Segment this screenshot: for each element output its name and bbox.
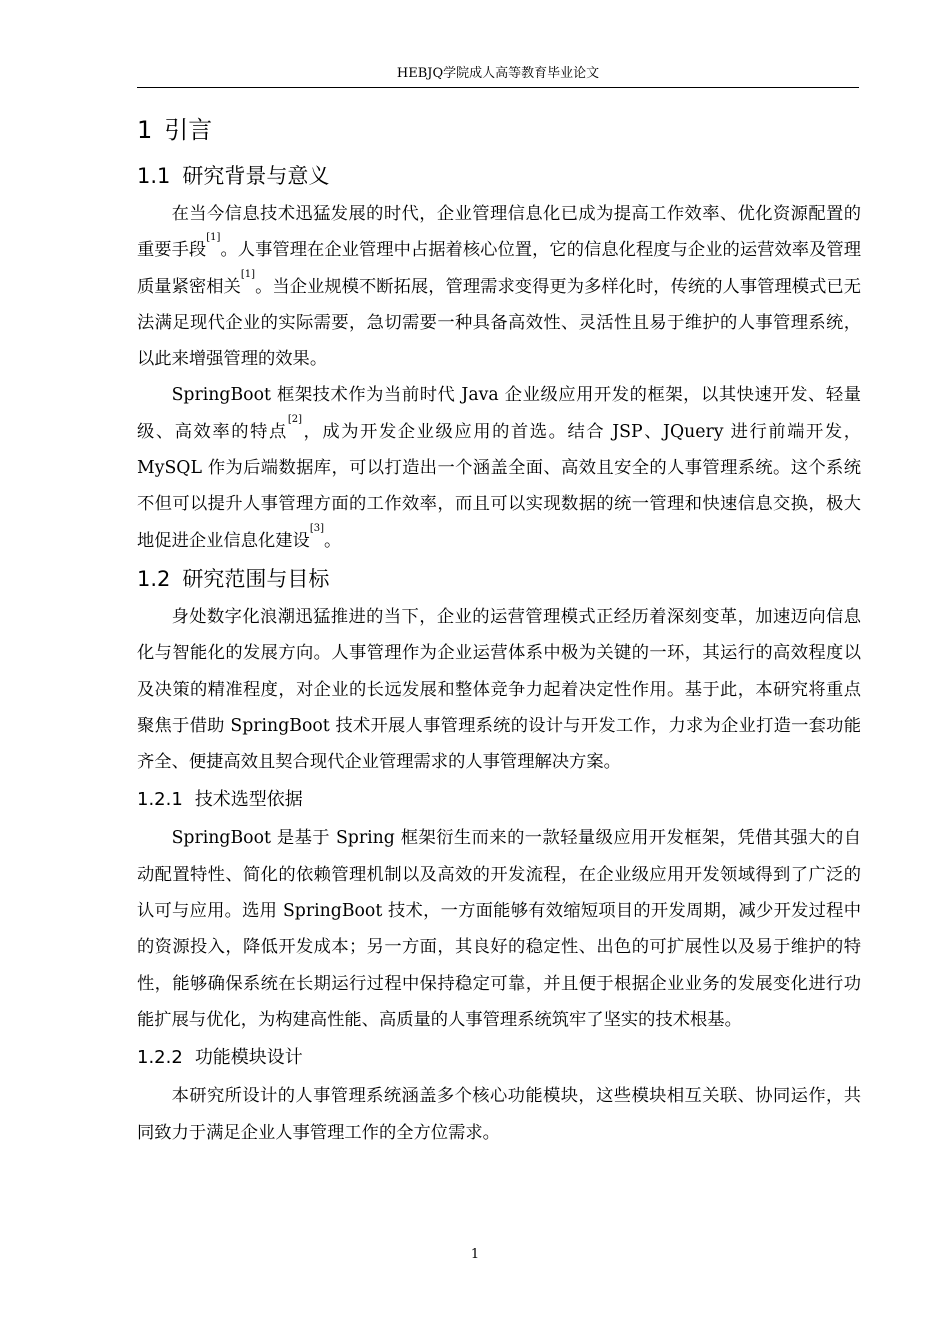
paragraph: 在当今信息技术迅猛发展的时代，企业管理信息化已成为提高工作效率、优化资源配置的重要手段[1]。人事管理在企业管理中占据着核心位置，它的信息化程度与企业的运营效率及管理质量紧密相关[1]。当企业规模不断拓展，管理需求变得更为多样化时，传统的人事管理模式已无法满足现代企业的实际需要，急切需要一种具备高效性、灵活性且易于维护的人事管理系统，以此来增强管理的效果。 — [137, 204, 861, 370]
header-rule — [137, 87, 859, 88]
citation: [1] — [240, 268, 256, 280]
chapter-number: 1 — [137, 116, 153, 144]
subsection-title: 技术选型依据 — [194, 789, 303, 811]
chapter-title: 引言 — [164, 116, 213, 144]
citation: [2] — [287, 413, 302, 425]
section-heading-1-1 — [137, 156, 861, 196]
section-number: 1.1 — [137, 164, 171, 188]
paragraph: 身处数字化浪潮迅猛推进的当下，企业的运营管理模式正经历着深刻变革，加速迈向信息化与智能化的发展方向。人事管理作为企业运营体系中极为关键的一环，其运行的高效程度以及决策的精准程度，对企业的长远发展和整体竞争力起着决定性作用。基于此，本研究将重点聚焦于借助 SpringBoot 技术开展人事管理系统的设计与开发工作，力求为企业打造一套功能齐全、便捷高效且契合现代企业管理需求的人事管理解决方案。 — [137, 606, 861, 773]
subsection-number: 1.2.1 — [137, 789, 183, 811]
paragraph: 本研究所设计的人事管理系统涵盖多个核心功能模块，这些模块相互关联、协同运作，共同致力于满足企业人事管理工作的全方位需求。 — [137, 1086, 861, 1143]
subsection-heading-1-2-2 — [137, 1038, 861, 1078]
section-title: 研究背景与意义 — [182, 164, 330, 188]
subsection-heading-1-2-1 — [137, 780, 861, 820]
section-number: 1.2 — [137, 566, 171, 591]
section-heading-1-2 — [137, 559, 861, 599]
section-title: 研究范围与目标 — [182, 566, 330, 591]
page-number: 1 — [470, 1247, 480, 1262]
running-header: HEBJQ学院成人高等教育毕业论文 — [396, 66, 600, 81]
chapter-heading — [137, 108, 861, 152]
subsection-number: 1.2.2 — [137, 1047, 183, 1069]
citation: [1] — [206, 232, 221, 244]
citation: [3] — [309, 522, 324, 534]
subsection-title: 功能模块设计 — [194, 1047, 303, 1069]
paragraph: SpringBoot 框架技术作为当前时代 Java 企业级应用开发的框架，以其快速开发、轻量级、高效率的特点[2]，成为开发企业级应用的首选。结合 JSP、JQuery 进行前端开发，MySQL 作为后端数据库，可以打造出一个涵盖全面、高效且安全的人事管理系统。这个系统不但可以提升人事管理方面的工作效率，而且可以实现数据的统一管理和快速信息交换，极大地促进企业信息化建设[3]。 — [137, 385, 861, 551]
paragraph: SpringBoot 是基于 Spring 框架衍生而来的一款轻量级应用开发框架，凭借其强大的自动配置特性、简化的依赖管理机制以及高效的开发流程，在企业级应用开发领域得到了广泛的认可与应用。选用 SpringBoot 技术，一方面能够有效缩短项目的开发周期，减少开发过程中的资源投入，降低开发成本；另一方面，其良好的稳定性、出色的可扩展性以及易于维护的特性，能够确保系统在长期运行过程中保持稳定可靠，并且便于根据企业业务的发展变化进行功能扩展与优化，为构建高性能、高质量的人事管理系统筑牢了坚实的技术根基。 — [137, 828, 861, 1030]
document-body — [137, 108, 861, 1151]
